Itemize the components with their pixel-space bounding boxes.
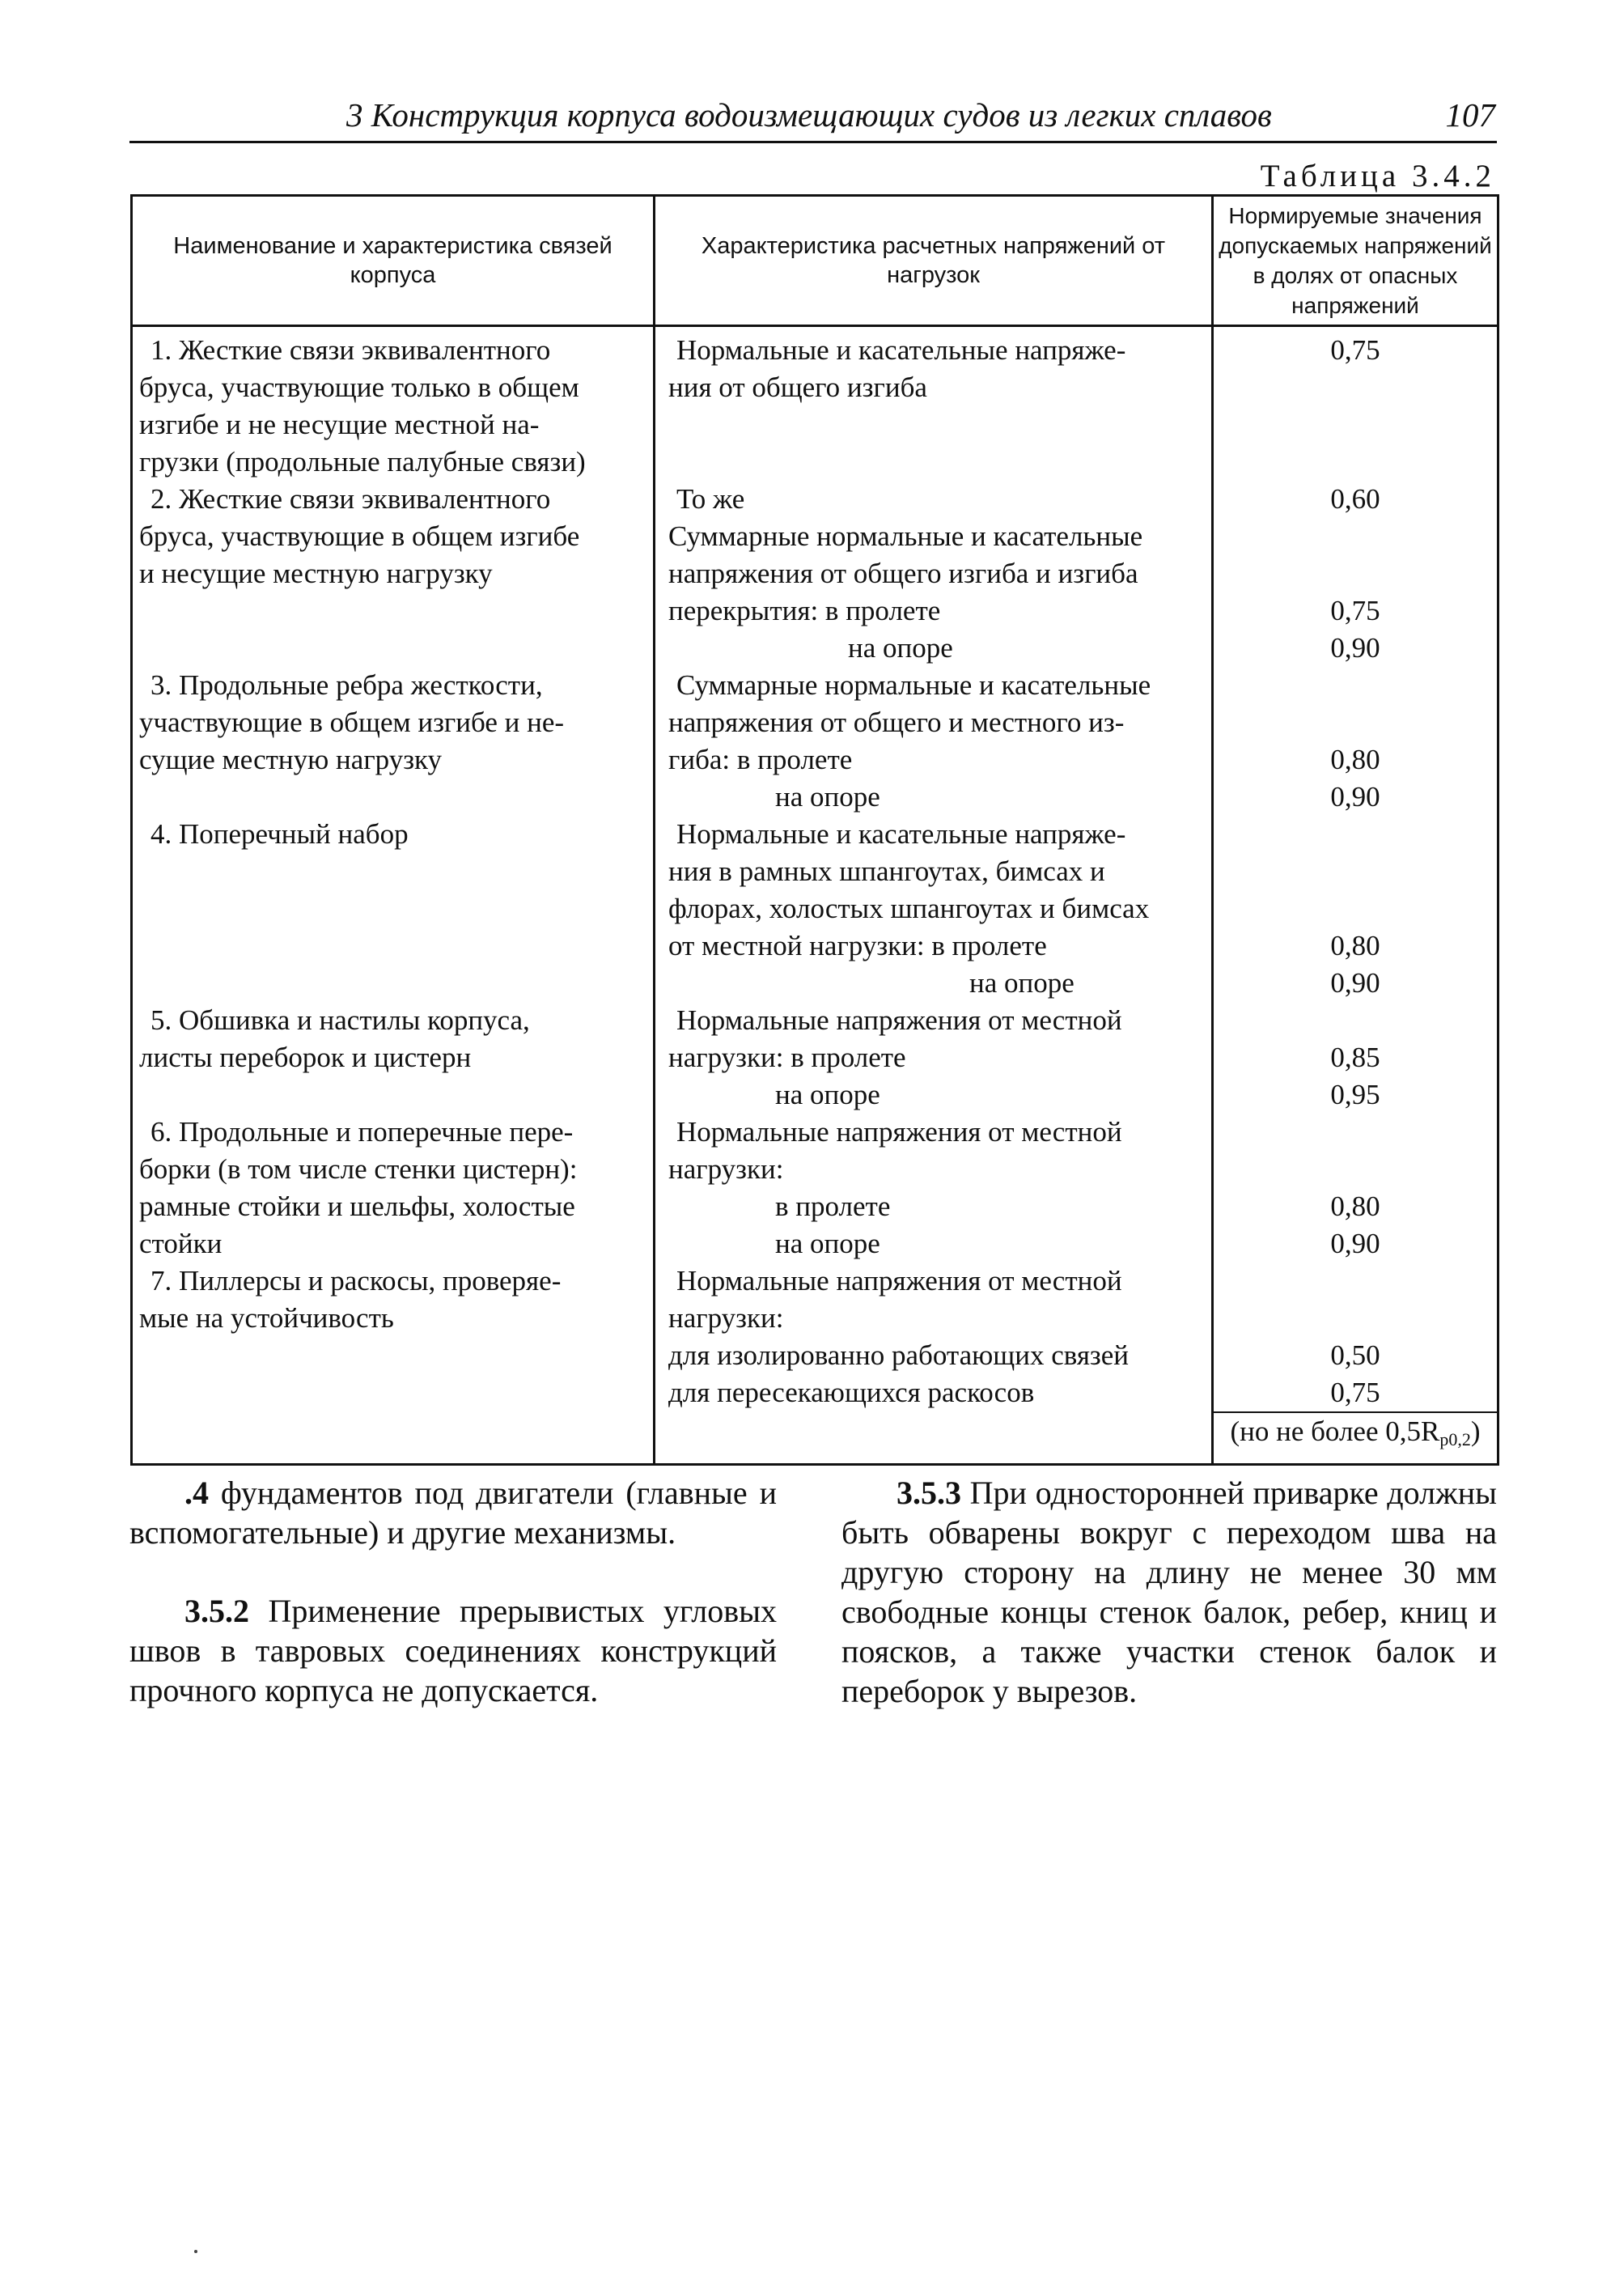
table-row (132, 1263, 1498, 1465)
name-line: и несущие местную нагрузку (139, 558, 493, 589)
paragraph-number: .4 (184, 1475, 209, 1511)
name-line: 1. Жесткие связи эквивалентного (150, 334, 551, 366)
cell-stress-description (655, 1263, 1213, 1465)
cell-allowed-values (1213, 326, 1498, 482)
stress-line: Нормальные и касательные напряже- (676, 818, 1126, 850)
name-line: 7. Пиллерсы и раскосы, проверяе- (150, 1265, 562, 1297)
table-row (132, 816, 1498, 1002)
value-line (1220, 1114, 1490, 1151)
paragraph-number: 3.5.3 (896, 1475, 961, 1511)
note-subscript: p0,2 (1439, 1429, 1471, 1449)
stress-line: Суммарные нормальные и касательные (668, 520, 1143, 552)
name-line: рамные стойки и шельфы, холостые (139, 1190, 575, 1222)
name-line: участвующие в общем изгибе и не- (139, 707, 565, 738)
table-row (132, 667, 1498, 816)
value-line: 0,90 (1330, 967, 1380, 999)
stress-line: на опоре (969, 967, 1075, 999)
cell-allowed-values (1213, 816, 1498, 1002)
value-line (1220, 816, 1490, 853)
paragraph-number: 3.5.2 (184, 1593, 249, 1629)
cell-stress-description (655, 667, 1213, 816)
value-line (1220, 1002, 1490, 1039)
name-line: сущие местную нагрузку (139, 744, 443, 775)
name-line: 2. Жесткие связи эквивалентного (150, 483, 551, 515)
stress-line: флорах, холостых шпангоутах и бимсах (668, 893, 1150, 924)
table-row (132, 1114, 1498, 1263)
cell-stress-description (655, 1114, 1213, 1263)
cell-stress-description (655, 816, 1213, 1002)
value-line: 0,80 (1330, 1190, 1380, 1222)
stress-line: Нормальные напряжения от местной (676, 1116, 1122, 1148)
cell-structure-name (132, 667, 655, 816)
paragraph-text: фундаментов под двигатели (главные и вспомогательные) и другие механизмы. (129, 1475, 777, 1551)
cell-structure-name (132, 1263, 655, 1465)
value-line (1220, 667, 1490, 704)
value-line: 0,85 (1330, 1042, 1380, 1073)
right-column (841, 1473, 1497, 1750)
stress-line: Суммарные нормальные и касательные (676, 669, 1151, 701)
paragraph-text: При односторонней приварке должны быть обварены вокруг с переходом шва на другую сторону на длину не менее 30 мм свободные концы стенок балок, ребер, книц и поясков, а также участки стенок балок и переборок у вырезов. (841, 1475, 1497, 1709)
header-values-column: Нормируемые значения допускаемых напряжений в долях от опасных напряжений (1213, 196, 1498, 326)
value-line: 0,75 (1330, 1377, 1380, 1408)
stress-line: Нормальные напряжения от местной (676, 1265, 1122, 1297)
stress-line: на опоре (775, 1079, 880, 1110)
chapter-title: 3 Конструкция корпуса водоизмещающих судов из легких сплавов (346, 96, 1272, 134)
stress-line: на опоре (775, 1228, 880, 1259)
cell-allowed-values (1213, 1263, 1498, 1465)
name-line: 3. Продольные ребра жесткости, (150, 669, 543, 701)
name-line: 4. Поперечный набор (150, 818, 409, 850)
cell-structure-name (132, 1114, 655, 1263)
paragraph (129, 1591, 777, 1710)
table-row (132, 326, 1498, 482)
value-line: 0,80 (1330, 744, 1380, 775)
value-line: 0,95 (1330, 1079, 1380, 1110)
value-note (1214, 1411, 1497, 1458)
stress-line: для изолированно работающих связей (668, 1339, 1130, 1371)
cell-allowed-values (1213, 481, 1498, 667)
value-line (1220, 1263, 1490, 1300)
value-line (1220, 1151, 1490, 1188)
name-line: изгибе и не несущие местной на- (139, 409, 540, 440)
value-line: 0,90 (1330, 1228, 1380, 1259)
stress-line: гиба: в пролете (668, 744, 853, 775)
stress-line: для пересекающихся раскосов (668, 1377, 1035, 1408)
stress-line: ния в рамных шпангоутах, бимсах и (668, 855, 1105, 887)
stress-line: напряжения от общего изгиба и изгиба (668, 558, 1138, 589)
paragraph (129, 1473, 777, 1552)
norms-table-wrapper (130, 194, 1497, 1466)
table-row (132, 481, 1498, 667)
table-body (132, 326, 1498, 1465)
stress-line: перекрытия: в пролете (668, 595, 941, 626)
cell-structure-name (132, 816, 655, 1002)
name-line: стойки (139, 1228, 223, 1259)
name-line: бруса, участвующие в общем изгибе (139, 520, 580, 552)
stress-line: на опоре (848, 632, 953, 664)
left-column (129, 1473, 777, 1749)
cell-stress-description (655, 481, 1213, 667)
speck-mark (194, 2250, 197, 2253)
value-line: 0,75 (1330, 595, 1380, 626)
cell-allowed-values (1213, 667, 1498, 816)
cell-stress-description (655, 326, 1213, 482)
cell-allowed-values (1213, 1114, 1498, 1263)
name-line: борки (в том числе стенки цистерн): (139, 1153, 578, 1185)
page-number: 107 (1445, 96, 1495, 134)
value-line (1220, 704, 1490, 741)
paragraph-text: Применение прерывистых угловых швов в тавровых соединениях конструкций прочного корпуса не допускается. (129, 1593, 777, 1708)
name-line: 6. Продольные и поперечные пере- (150, 1116, 574, 1148)
note-text: (но не более 0,5R (1230, 1415, 1440, 1447)
value-line: 0,60 (1330, 483, 1380, 515)
note-end: ) (1470, 1415, 1481, 1447)
value-line: 0,80 (1330, 930, 1380, 961)
stress-line: напряжения от общего и местного из- (668, 707, 1125, 738)
stress-line: ния от общего изгиба (668, 371, 927, 403)
stress-line: от местной нагрузки: в пролете (668, 930, 1047, 961)
value-line: 0,90 (1330, 781, 1380, 813)
cell-structure-name (132, 326, 655, 482)
cell-structure-name (132, 481, 655, 667)
value-line: 0,50 (1330, 1339, 1380, 1371)
stress-line: То же (676, 483, 745, 515)
value-line (1220, 890, 1490, 927)
table-row (132, 1002, 1498, 1114)
stress-line: на опоре (775, 781, 880, 813)
value-line (1220, 518, 1490, 555)
value-line: 0,75 (1330, 334, 1380, 366)
running-header (129, 91, 1497, 143)
table-header-row (132, 196, 1498, 326)
cell-allowed-values (1213, 1002, 1498, 1114)
cell-structure-name (132, 1002, 655, 1114)
header-stress-column: Характеристика расчетных напряжений от нагрузок (655, 196, 1213, 326)
stress-line: нагрузки: в пролете (668, 1042, 906, 1073)
stress-line: нагрузки: (668, 1153, 784, 1185)
value-line (1220, 1300, 1490, 1337)
stress-line: нагрузки: (668, 1302, 784, 1334)
name-line: грузки (продольные палубные связи) (139, 446, 586, 477)
value-line (1220, 555, 1490, 592)
value-line (1220, 853, 1490, 890)
name-line: 5. Обшивка и настилы корпуса, (150, 1004, 530, 1036)
cell-stress-description (655, 1002, 1213, 1114)
paragraph (841, 1473, 1497, 1711)
name-line: бруса, участвующие только в общем (139, 371, 579, 403)
stress-line: Нормальные и касательные напряже- (676, 334, 1126, 366)
stress-line: в пролете (775, 1190, 891, 1222)
value-line: 0,90 (1330, 632, 1380, 664)
name-line: листы переборок и цистерн (139, 1042, 472, 1073)
name-line: мые на устойчивость (139, 1302, 394, 1334)
norms-table (130, 194, 1499, 1466)
header-name-column: Наименование и характеристика связей корпуса (132, 196, 655, 326)
table-caption: Таблица 3.4.2 (1260, 159, 1495, 193)
stress-line: Нормальные напряжения от местной (676, 1004, 1122, 1036)
